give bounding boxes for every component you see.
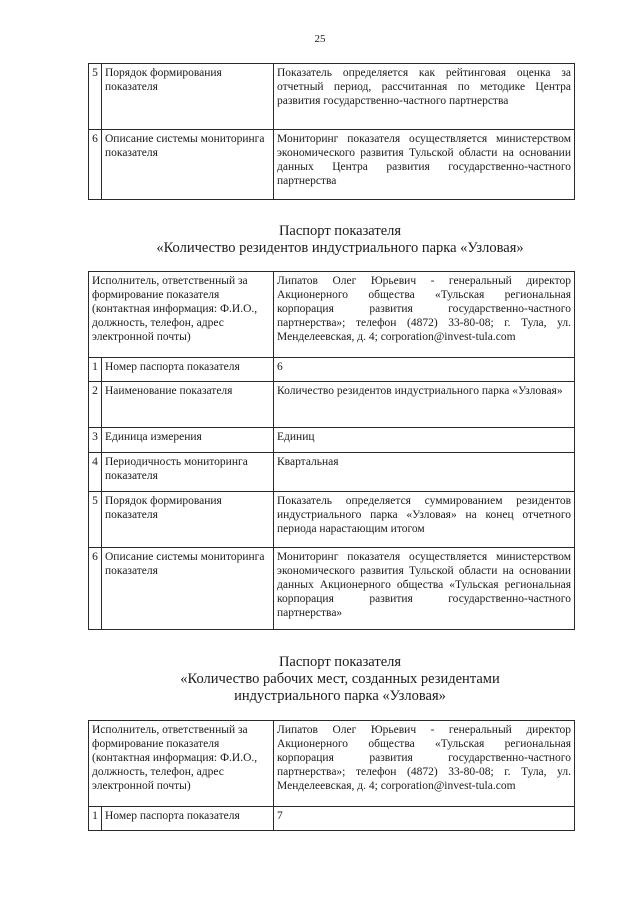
table-row	[89, 382, 575, 428]
table-row	[89, 358, 575, 382]
table-row	[89, 807, 575, 831]
row-value: 7	[274, 807, 575, 831]
passport-2-heading-line2: «Количество рабочих мест, созданных резидентами	[180, 671, 500, 687]
row-label: Номер паспорта показателя	[102, 358, 274, 382]
row-value: Мониторинг показателя осуществляется министерством экономического развития Тульской области на основании данных Центра развития государственно-частного партнерства	[274, 130, 575, 200]
executor-row	[89, 272, 575, 358]
row-number: 5	[89, 492, 102, 548]
top-continuation-table	[88, 63, 575, 200]
passport-2-heading	[60, 654, 620, 705]
row-number: 6	[89, 548, 102, 630]
table-row	[89, 64, 575, 130]
passport-2-heading-line3: индустриального парка «Узловая»	[234, 688, 446, 704]
row-value: Мониторинг показателя осуществляется министерством экономического развития Тульской области на основании данных Акционерного общества «Тульская региональная корпорация развития государственно-частного партнерства»	[274, 548, 575, 630]
executor-label: Исполнитель, ответственный за формирование показателя (контактная информация: Ф.И.О., должность, телефон, адрес электронной почты)	[89, 721, 274, 807]
row-value: Единиц	[274, 428, 575, 453]
passport-1-heading	[60, 223, 620, 257]
row-label: Описание системы мониторинга показателя	[102, 548, 274, 630]
passport-2-table	[88, 720, 575, 831]
row-value: Показатель определяется суммированием резидентов индустриального парка «Узловая» на конец отчетного периода нарастающим итогом	[274, 492, 575, 548]
page-number: 25	[314, 33, 326, 45]
passport-2-heading-line1: Паспорт показателя	[278, 654, 402, 670]
row-number: 6	[89, 130, 102, 200]
row-label: Описание системы мониторинга показателя	[102, 130, 274, 200]
row-value: Показатель определяется как рейтинговая оценка за отчетный период, рассчитанная по методике Центра развития государственно-частного партнерства	[274, 64, 575, 130]
row-label: Номер паспорта показателя	[102, 807, 274, 831]
executor-value: Липатов Олег Юрьевич - генеральный директор Акционерного общества «Тульская региональная корпорация развития государственно-частного партнерства»; телефон (4872) 33-80-08; г. Тула, ул. Менделеевская, д. 4; corporation@invest-tula.com	[274, 272, 575, 358]
executor-value: Липатов Олег Юрьевич - генеральный директор Акционерного общества «Тульская региональная корпорация развития государственно-частного партнерства»; телефон (4872) 33-80-08; г. Тула, ул. Менделеевская, д. 4; corporation@invest-tula.com	[274, 721, 575, 807]
table-row	[89, 428, 575, 453]
executor-label: Исполнитель, ответственный за формирование показателя (контактная информация: Ф.И.О., должность, телефон, адрес электронной почты)	[89, 272, 274, 358]
passport-1-heading-line2: «Количество резидентов индустриального парка «Узловая»	[156, 240, 524, 256]
row-number: 3	[89, 428, 102, 453]
table-row	[89, 548, 575, 630]
row-number: 4	[89, 453, 102, 492]
row-label: Периодичность мониторинга показателя	[102, 453, 274, 492]
row-label: Порядок формирования показателя	[102, 64, 274, 130]
passport-1-heading-line1: Паспорт показателя	[278, 223, 402, 239]
row-value: Квартальная	[274, 453, 575, 492]
row-number: 2	[89, 382, 102, 428]
row-label: Порядок формирования показателя	[102, 492, 274, 548]
row-number: 1	[89, 807, 102, 831]
row-number: 5	[89, 64, 102, 130]
table-row	[89, 492, 575, 548]
passport-1-table	[88, 271, 575, 630]
table-row	[89, 453, 575, 492]
row-label: Наименование показателя	[102, 382, 274, 428]
row-label: Единица измерения	[102, 428, 274, 453]
table-row	[89, 130, 575, 200]
row-value: Количество резидентов индустриального парка «Узловая»	[274, 382, 575, 428]
row-number: 1	[89, 358, 102, 382]
row-value: 6	[274, 358, 575, 382]
executor-row	[89, 721, 575, 807]
